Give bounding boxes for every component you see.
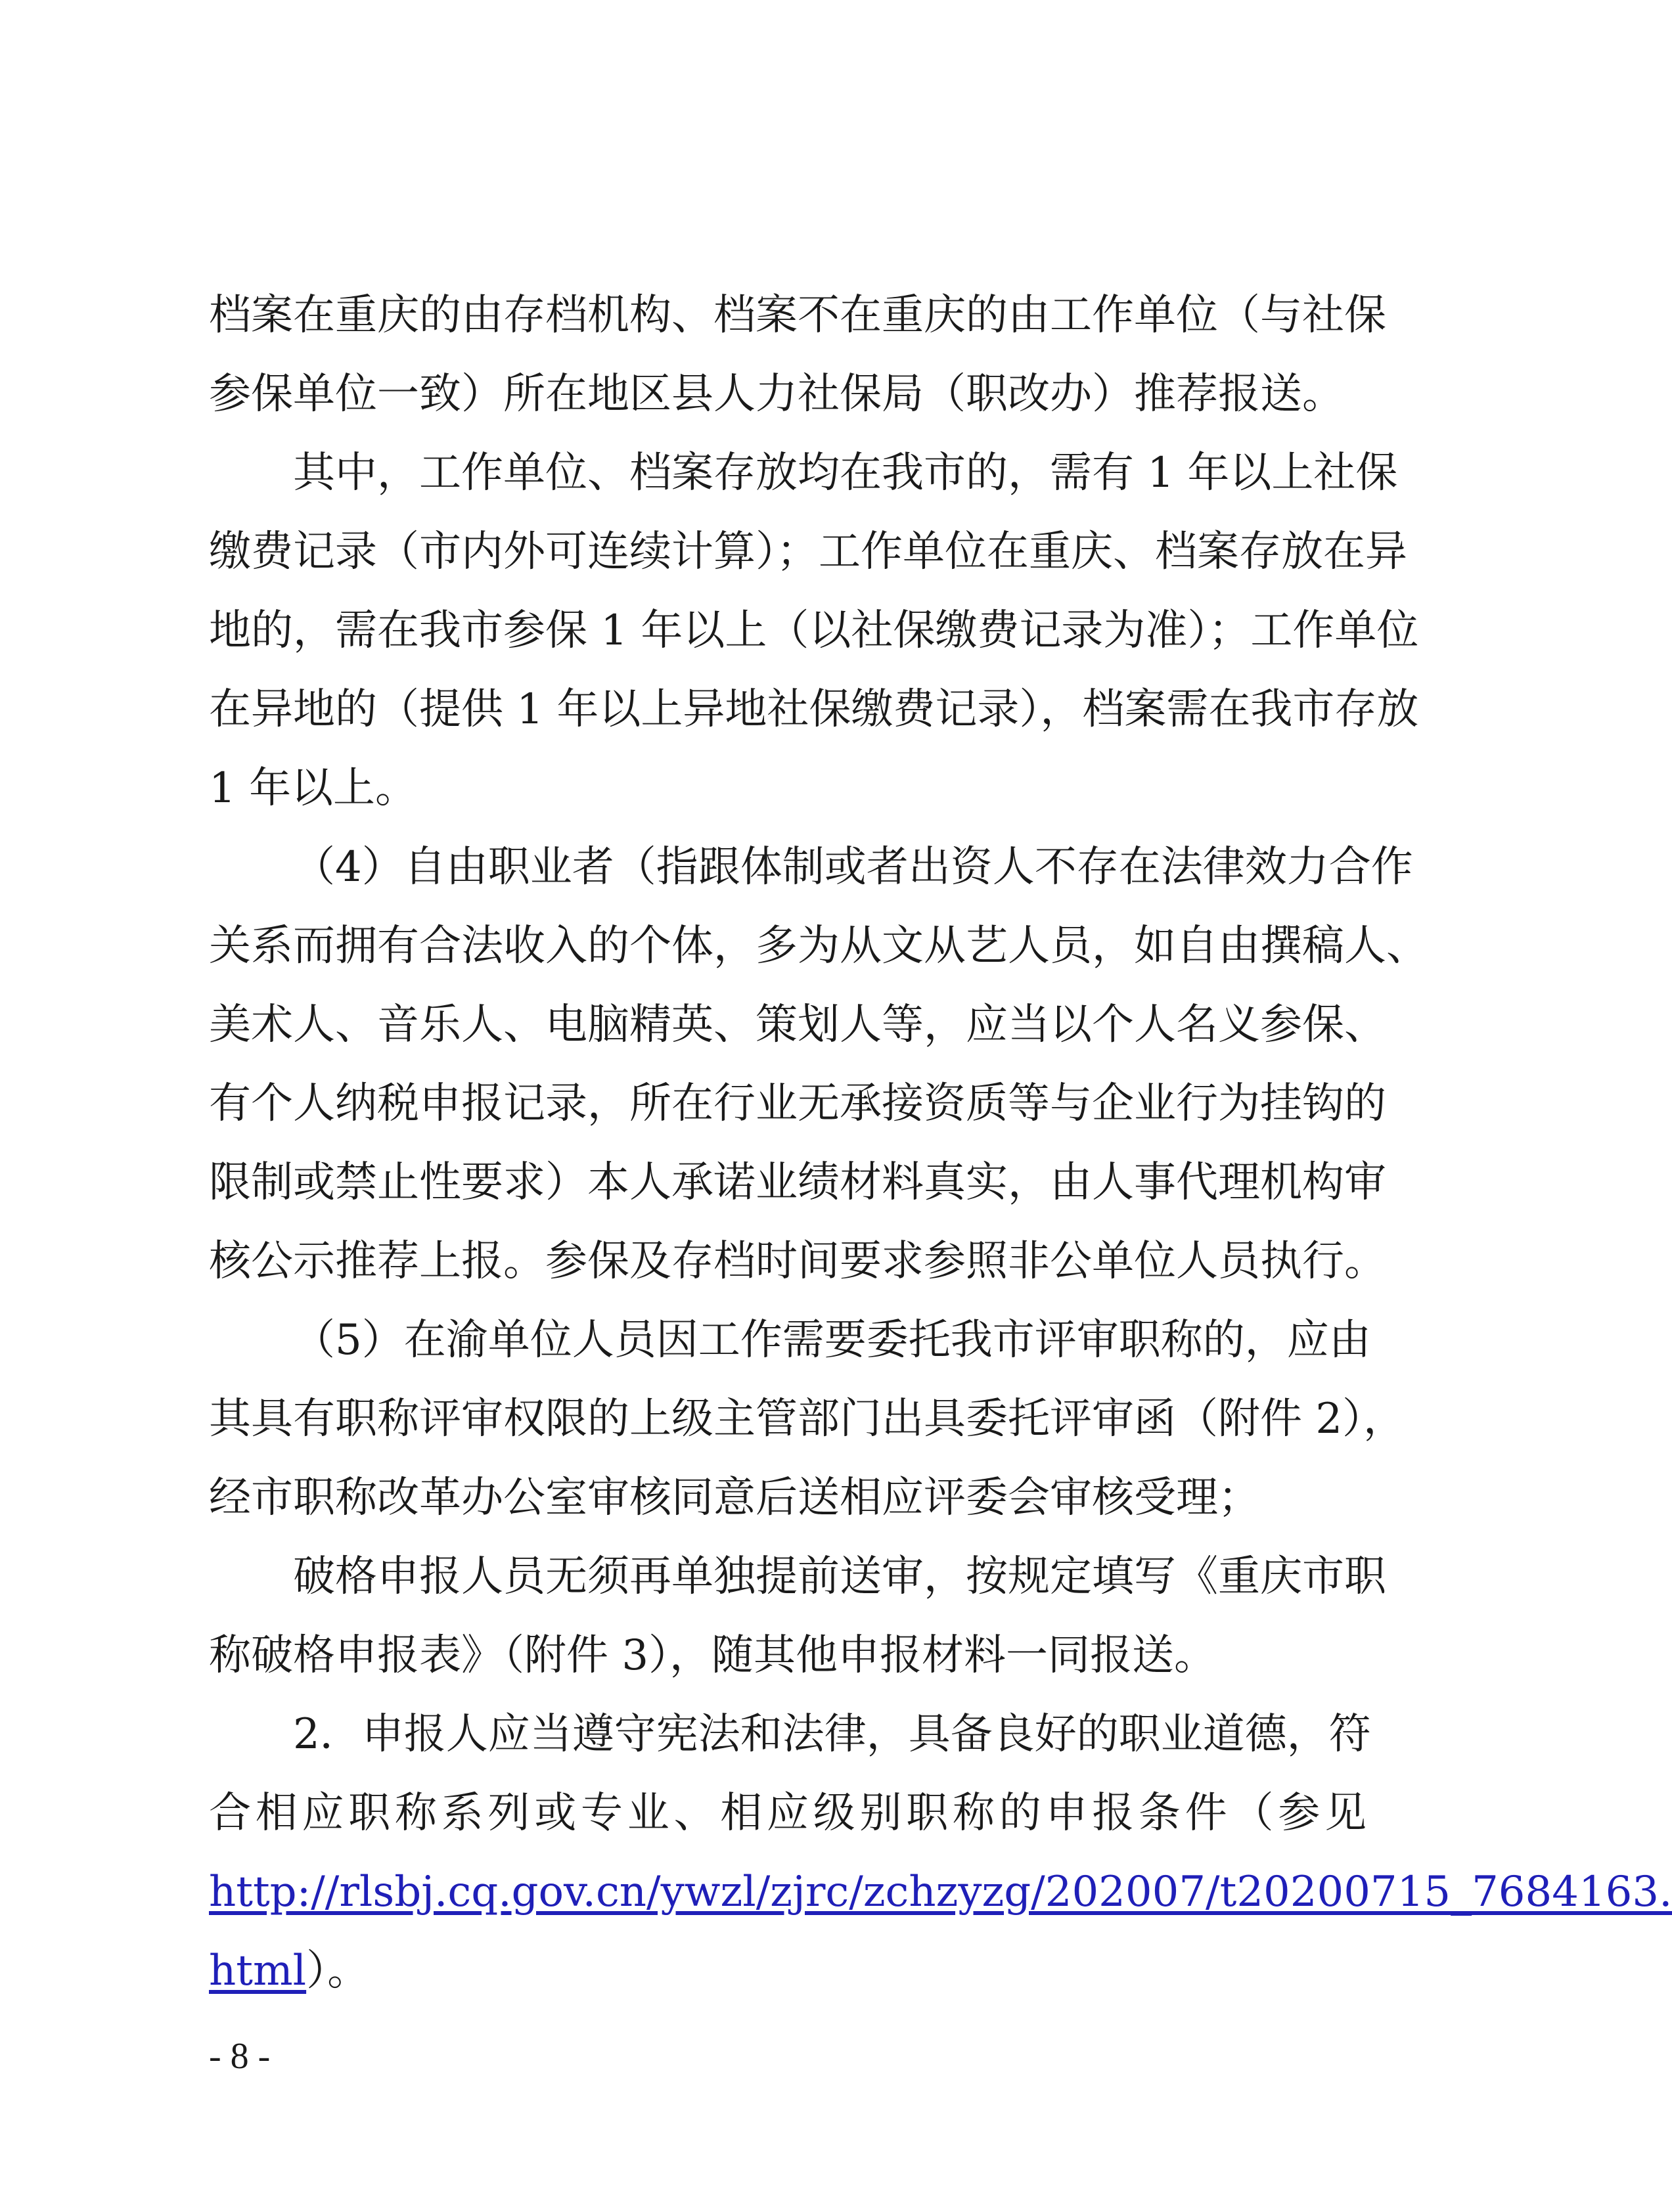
closing-punctuation: ）。: [306, 1947, 370, 1995]
url-line: [209, 1853, 1672, 1931]
reference-link[interactable]: http://rlsbj.cq.gov.cn/ywzl/zjrc/zchzyzg/202007/t20200715_7684163.: [209, 1868, 1672, 1916]
page-number: - 8 -: [209, 2036, 271, 2077]
reference-link-continued[interactable]: html: [209, 1947, 307, 1995]
document-body: [209, 276, 1672, 2010]
text-line: 1 年以上。: [209, 764, 418, 813]
text-line: 地的，需在我市参保 1 年以上（以社保缴费记录为准）；工作单位: [209, 606, 1419, 655]
text-line: 核公示推荐上报。参保及存档时间要求参照非公单位人员执行。: [209, 1237, 1386, 1286]
text-line: 限制或禁止性要求）本人承诺业绩材料真实，由人事代理机构审: [209, 1158, 1386, 1207]
text-line: 关系而拥有合法收入的个体，多为从文从艺人员，如自由撰稿人、: [209, 922, 1428, 970]
text-line: 有个人纳税申报记录，所在行业无承接资质等与企业行为挂钩的: [209, 1079, 1386, 1128]
text-line: 缴费记录（市内外可连续计算）；工作单位在重庆、档案存放在异: [209, 528, 1407, 576]
text-line: 经市职称改革办公室审核同意后送相应评委会审核受理；: [209, 1474, 1260, 1522]
text-line: 美术人、音乐人、电脑精英、策划人等，应当以个人名义参保、: [209, 1001, 1386, 1049]
text-line: （5）在渝单位人员因工作需要委托我市评审职称的，应由: [293, 1316, 1371, 1365]
url-line: [209, 1931, 1367, 2010]
text-line: 合相应职称系列或专业、相应级别职称的申报条件（参见: [209, 1789, 1367, 1838]
text-line: 其中，工作单位、档案存放均在我市的，需有 1 年以上社保: [293, 449, 1398, 497]
text-line: 档案在重庆的由存档机构、档案不在重庆的由工作单位（与社保: [209, 291, 1386, 340]
text-line: （4）自由职业者（指跟体制或者出资人不存在法律效力合作: [293, 843, 1413, 892]
text-line: 2．申报人应当遵守宪法和法律，具备良好的职业道德，符: [293, 1710, 1371, 1759]
text-line: 参保单位一致）所在地区县人力社保局（职改办）推荐报送。: [209, 370, 1344, 418]
text-line: 在异地的（提供 1 年以上异地社保缴费记录），档案需在我市存放: [209, 685, 1419, 734]
text-line: 称破格申报表》（附件 3），随其他申报材料一同报送。: [209, 1631, 1217, 1680]
text-line: 其具有职称评审权限的上级主管部门出具委托评审函（附件 2），: [209, 1395, 1406, 1443]
text-line: 破格申报人员无须再单独提前送审，按规定填写《重庆市职: [293, 1552, 1386, 1601]
